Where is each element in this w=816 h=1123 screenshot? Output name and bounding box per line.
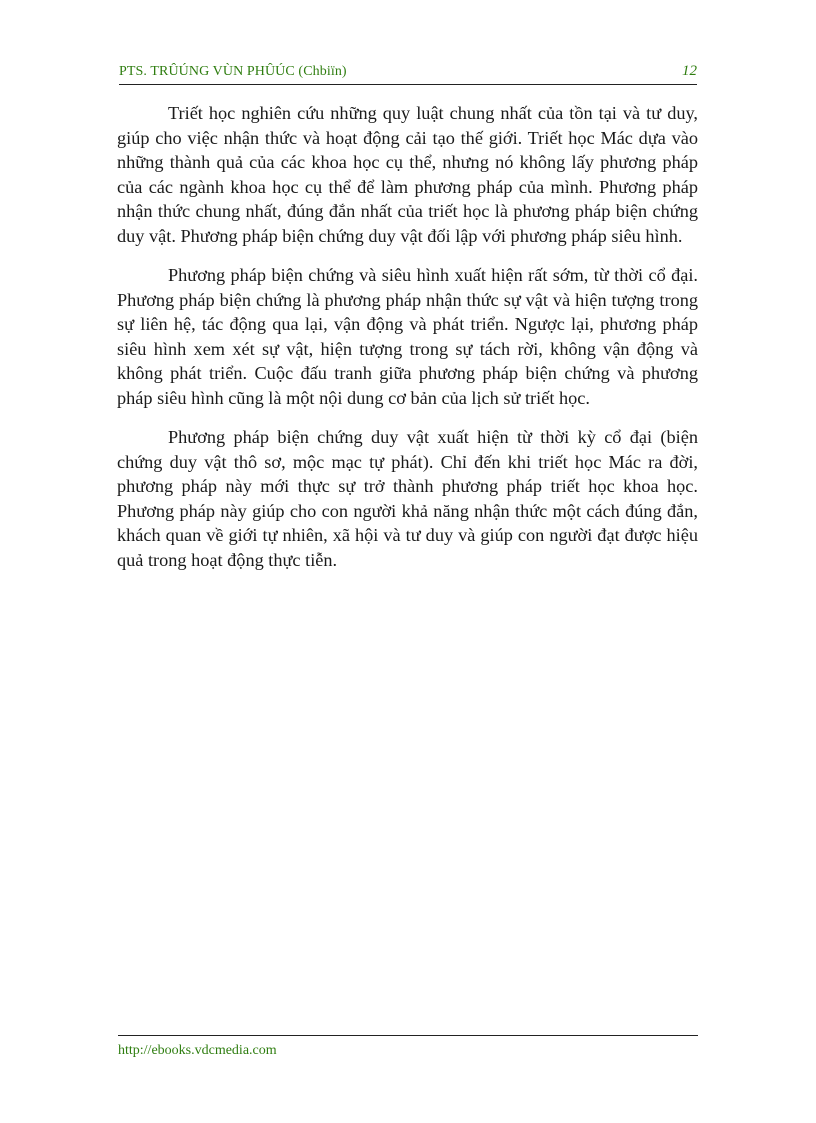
body-text (117, 101, 698, 587)
running-title: PTS. TRÛÚNG VÙN PHÛÚC (Chbiïn) (119, 64, 347, 79)
paragraph-1: Triết học nghiên cứu những quy luật chung nhất của tồn tại và tư duy, giúp cho việc nhận thức và hoạt động cải tạo thế giới. Triết học Mác dựa vào những thành quả của các khoa học cụ thể, nhưng nó không lấy phương pháp của các ngành khoa học cụ thể để làm phương pháp của mình. Phương pháp nhận thức chung nhất, đúng đắn nhất của triết học là phương pháp biện chứng duy vật. Phương pháp biện chứng duy vật đối lập với phương pháp siêu hình. (117, 103, 698, 246)
footer-url-link[interactable]: http://ebooks.vdcmedia.com (118, 1043, 277, 1058)
footer-divider (118, 1035, 698, 1036)
page-header (119, 62, 697, 85)
page-number: 12 (682, 63, 697, 79)
paragraph-3: Phương pháp biện chứng duy vật xuất hiện từ thời kỳ cổ đại (biện chứng duy vật thô sơ, mộc mạc tự phát). Chỉ đến khi triết học Mác ra đời, phương pháp này mới thực sự trở thành phương pháp triết học khoa học. Phương pháp này giúp cho con người khả năng nhận thức một cách đúng đắn, khách quan về giới tự nhiên, xã hội và tư duy và giúp con người đạt được hiệu quả trong hoạt động thực tiễn. (117, 427, 698, 570)
paragraph-2: Phương pháp biện chứng và siêu hình xuất hiện rất sớm, từ thời cổ đại. Phương pháp biện chứng là phương pháp nhận thức sự vật và hiện tượng trong sự liên hệ, tác động qua lại, vận động và phát triển. Ngược lại, phương pháp siêu hình xem xét sự vật, hiện tượng trong sự tách rời, không vận động và không phát triển. Cuộc đấu tranh giữa phương pháp biện chứng và phương pháp siêu hình cũng là một nội dung cơ bản của lịch sử triết học. (117, 265, 698, 408)
